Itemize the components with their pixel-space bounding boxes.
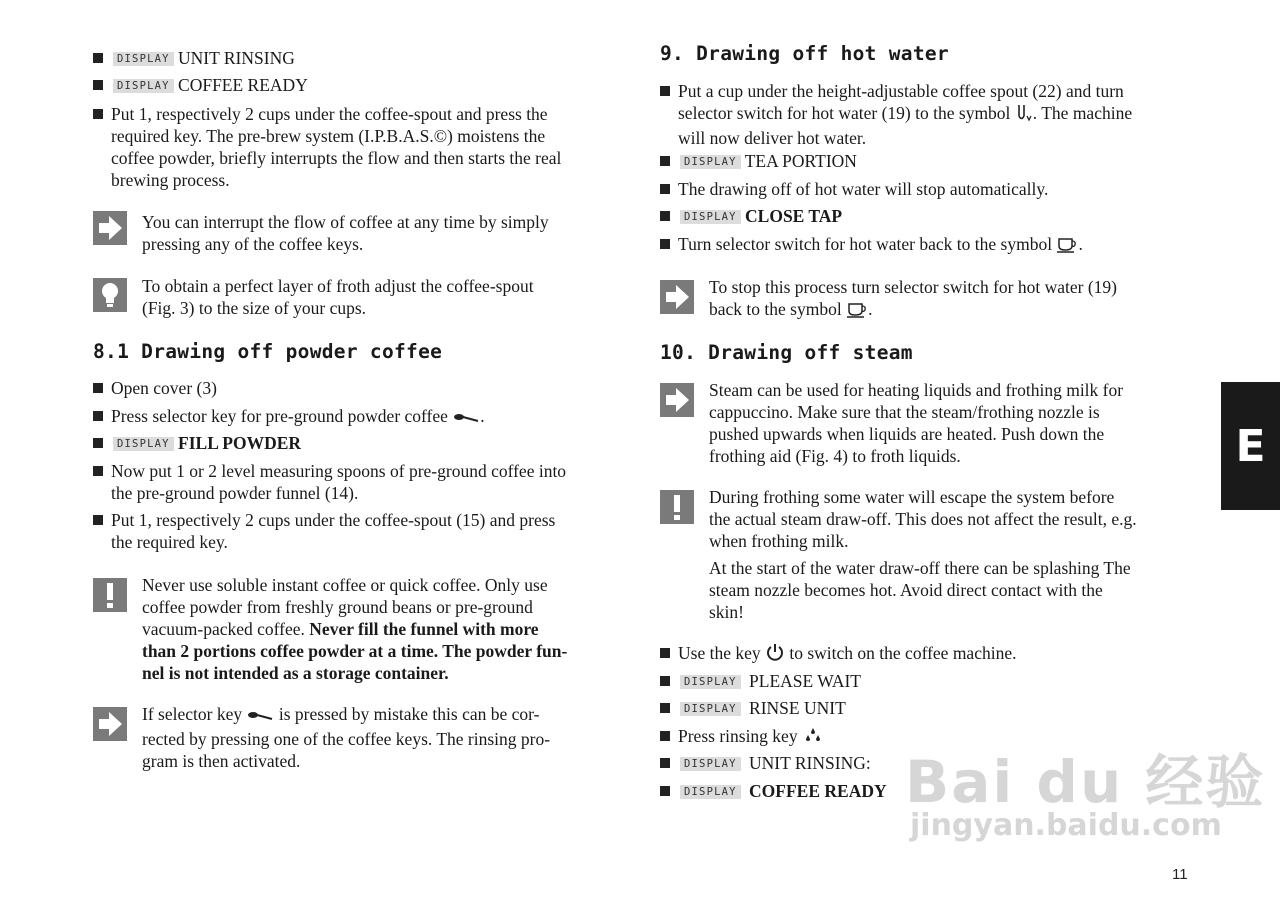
powder-spoon-icon <box>246 706 274 728</box>
page-number: 11 <box>1172 866 1188 883</box>
arrow-right-icon <box>93 211 127 245</box>
note-block: If selector key is pressed by mistake this can be cor- rected by pressing one of the coffee keys. The rinsing pro- gram is then activated. <box>93 703 624 773</box>
display-badge: DISPLAY <box>680 702 741 716</box>
cup-icon <box>1056 236 1078 258</box>
display-badge: DISPLAY <box>113 52 174 66</box>
section-heading: 9. Drawing off hot water <box>660 42 949 65</box>
power-icon <box>765 642 785 667</box>
watermark-logo: Bai du 经验 <box>905 748 1266 816</box>
display-badge: DISPLAY <box>680 675 741 689</box>
section-heading: 10. Drawing off steam <box>660 341 913 364</box>
display-badge: DISPLAY <box>680 155 741 169</box>
powder-spoon-icon <box>452 408 480 430</box>
arrow-right-icon <box>93 707 127 741</box>
lightbulb-icon <box>93 278 127 312</box>
rinse-drops-icon <box>802 727 824 750</box>
display-badge: DISPLAY <box>680 757 741 771</box>
bullet-square <box>93 53 103 63</box>
arrow-right-icon <box>660 383 694 417</box>
display-badge: DISPLAY <box>113 79 174 93</box>
hot-water-icon <box>1015 104 1033 127</box>
watermark-url: jingyan.baidu.com <box>910 808 1222 843</box>
note-block: Steam can be used for heating liquids and frothing milk for cappuccino. Make sure that the steam/frothing nozzle is pushed upwards when liquids are heated. Push down the frothing aid (Fig. 4) to froth liquids. <box>660 379 1191 469</box>
display-badge: DISPLAY <box>680 210 741 224</box>
section-heading: 8.1 Drawing off powder coffee <box>93 340 443 363</box>
tip-block: To obtain a perfect layer of froth adjust the coffee-spout (Fig. 3) to the size of your cups. <box>93 275 624 321</box>
arrow-right-icon <box>660 280 694 314</box>
display-badge: DISPLAY <box>113 437 174 451</box>
note-block: You can interrupt the flow of coffee at any time by simply pressing any of the coffee keys. <box>93 211 624 257</box>
warning-block: Never use soluble instant coffee or quick coffee. Only use coffee powder from freshly ground beans or pre-ground vacuum-packed coffee. Never fill the funnel with more than 2 portions coffee powder at a time. The powder fun- nel is not intended as a storage container. <box>93 574 624 686</box>
language-tab: E <box>1221 382 1280 510</box>
cup-icon <box>846 301 868 323</box>
exclamation-icon <box>93 578 127 612</box>
display-badge: DISPLAY <box>680 785 741 799</box>
warning-block: During frothing some water will escape the system before the actual steam draw-off. This does not affect the result, e.g. when frothing milk. At the start of the water draw-off there can be splashing The steam nozzle becomes hot. Avoid direct contact with the skin! <box>660 486 1191 626</box>
note-block: To stop this process turn selector switch for hot water (19) back to the symbol . <box>660 276 1191 322</box>
exclamation-icon <box>660 490 694 524</box>
